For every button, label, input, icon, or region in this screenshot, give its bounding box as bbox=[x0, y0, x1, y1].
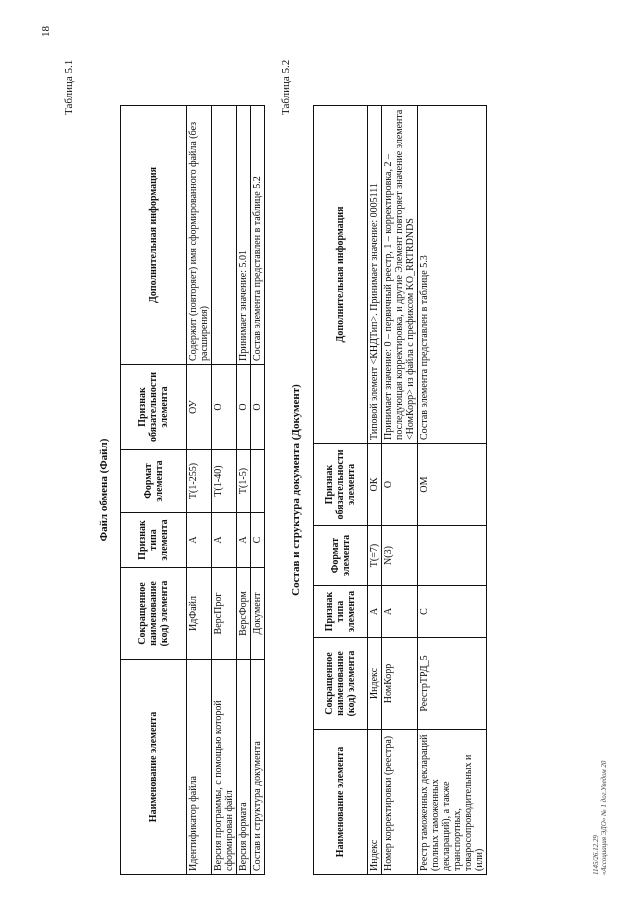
cell-info: Принимает значение: 0 – первичный реестр, 1 – корректировка, 2 – последующая корректировка, и другие Элемент повторяет значение элемента <НомКорр> из файла с префиксом KO_RRTRDNDS bbox=[382, 106, 418, 444]
cell-type: С bbox=[251, 513, 265, 568]
cell-name: Реестр таможенных деклараций (полных таможенных деклараций), а также транспортных, товаросопроводительных и (или) bbox=[418, 730, 487, 875]
cell-name: Номер корректировки (реестра) bbox=[382, 730, 418, 875]
table2-header-row bbox=[314, 106, 368, 875]
cell-format: Т(1-5) bbox=[237, 450, 251, 513]
footer-note bbox=[592, 761, 608, 875]
table1-header-code: Сокращенное наименование (код) элемента bbox=[121, 568, 187, 660]
cell-code: ВерсФорм bbox=[237, 568, 251, 660]
table2-label: Таблица 5.2 bbox=[280, 59, 292, 115]
cell-format: Т(=7) bbox=[368, 526, 382, 586]
cell-type: С bbox=[418, 586, 487, 638]
footer-line: 1145/26.12.29 bbox=[592, 835, 600, 875]
cell-info: Принимает значение: 5.01 bbox=[237, 106, 251, 365]
cell-format bbox=[251, 450, 265, 513]
cell-req: О bbox=[237, 365, 251, 450]
cell-type: А bbox=[212, 513, 237, 568]
cell-info: Типовой элемент <КНДТип>. Принимает значение: 0005111 bbox=[368, 106, 382, 444]
table-row bbox=[418, 106, 487, 875]
table-row bbox=[382, 106, 418, 875]
table2-header-code: Сокращенное наименование (код) элемента bbox=[314, 638, 368, 730]
cell-req: ОК bbox=[368, 444, 382, 526]
table2-title: Состав и структура документа (Документ) bbox=[290, 384, 302, 596]
cell-name: Состав и структура документа bbox=[251, 660, 265, 875]
cell-code: ИдФайл bbox=[187, 568, 212, 660]
cell-info: Содержит (повторяет) имя сформированного файла (без расширения) bbox=[187, 106, 212, 365]
table-row bbox=[212, 106, 237, 875]
cell-format: N(3) bbox=[382, 526, 418, 586]
table1-label: Таблица 5.1 bbox=[63, 59, 75, 115]
table1 bbox=[120, 105, 265, 875]
cell-type: А bbox=[368, 586, 382, 638]
page-number: 18 bbox=[40, 26, 52, 37]
table2-header-req: Признак обязательности элемента bbox=[314, 444, 368, 526]
cell-req: О bbox=[382, 444, 418, 526]
cell-type: А bbox=[187, 513, 212, 568]
cell-info bbox=[212, 106, 237, 365]
footer-line: «Ассоциация ЭДО» № 1 дог.Уведом 20 bbox=[600, 760, 608, 875]
cell-type: А bbox=[382, 586, 418, 638]
cell-format: Т(1-255) bbox=[187, 450, 212, 513]
table1-header-name: Наименование элемента bbox=[121, 660, 187, 875]
cell-info: Состав элемента представлен в таблице 5.2 bbox=[251, 106, 265, 365]
cell-type: А bbox=[237, 513, 251, 568]
cell-format bbox=[418, 526, 487, 586]
table-row bbox=[368, 106, 382, 875]
table1-header-req: Признак обязательности элемента bbox=[121, 365, 187, 450]
cell-code: Документ bbox=[251, 568, 265, 660]
cell-code: ВерсПрог bbox=[212, 568, 237, 660]
table2-header-info: Дополнительная информация bbox=[314, 106, 368, 444]
cell-format: Т(1-40) bbox=[212, 450, 237, 513]
table-row bbox=[187, 106, 212, 875]
cell-req: О bbox=[251, 365, 265, 450]
table1-title: Файл обмена (Файл) bbox=[98, 438, 110, 542]
table2-header-type: Признак типа элемента bbox=[314, 586, 368, 638]
table2-header-format: Формат элемента bbox=[314, 526, 368, 586]
table1-header-format: Формат элемента bbox=[121, 450, 187, 513]
cell-name: Версия формата bbox=[237, 660, 251, 875]
table2 bbox=[313, 105, 487, 875]
table2-header-name: Наименование элемента bbox=[314, 730, 368, 875]
table1-header-type: Признак типа элемента bbox=[121, 513, 187, 568]
cell-req: ОУ bbox=[187, 365, 212, 450]
table-row bbox=[251, 106, 265, 875]
cell-name: Идентификатор файла bbox=[187, 660, 212, 875]
cell-info: Состав элемента представлен в таблице 5.3 bbox=[418, 106, 487, 444]
table1-header-row bbox=[121, 106, 187, 875]
cell-code: Индекс bbox=[368, 638, 382, 730]
cell-name: Версия программы, с помощью которой сформирован файл bbox=[212, 660, 237, 875]
table1-header-info: Дополнительная информация bbox=[121, 106, 187, 365]
cell-code: НомКорр bbox=[382, 638, 418, 730]
table-row bbox=[237, 106, 251, 875]
cell-code: РеестрТРД_5 bbox=[418, 638, 487, 730]
cell-req: ОМ bbox=[418, 444, 487, 526]
cell-req: О bbox=[212, 365, 237, 450]
cell-name: Индекс bbox=[368, 730, 382, 875]
